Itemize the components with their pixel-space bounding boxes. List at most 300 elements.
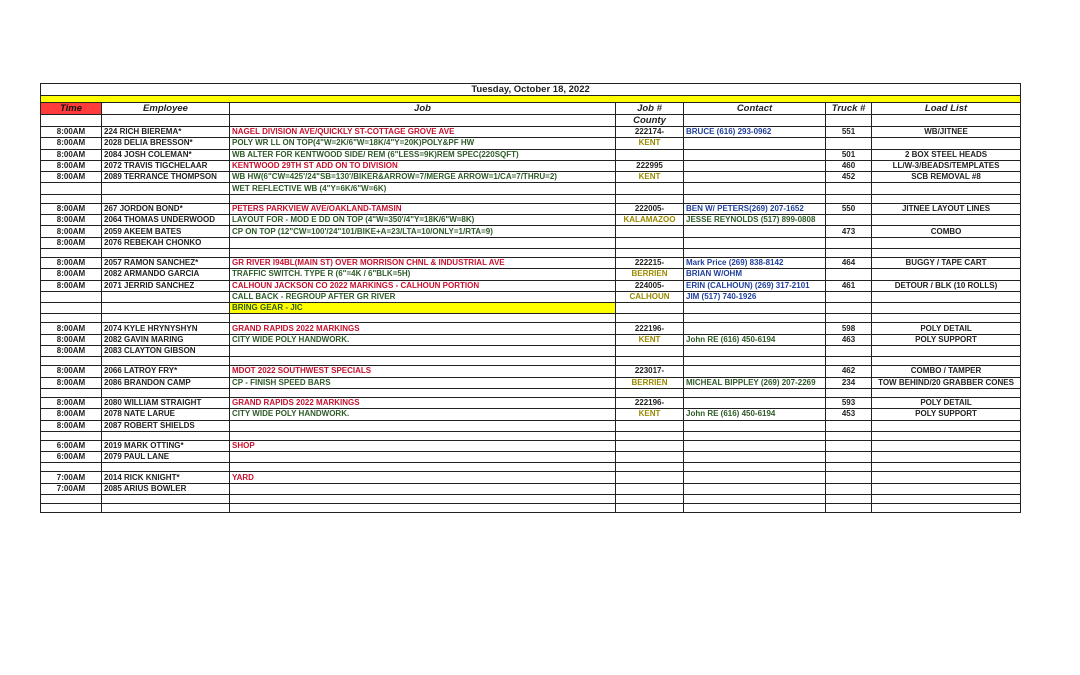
contact-cell [684, 397, 826, 408]
time-cell [41, 431, 102, 440]
job-number-cell: KENT [616, 138, 684, 149]
job-cell [230, 431, 616, 440]
load-list-cell [872, 314, 1021, 323]
spacer-row [41, 314, 1021, 323]
contact-cell [684, 226, 826, 237]
load-list-cell: POLY DETAIL [872, 397, 1021, 408]
load-list-cell [872, 269, 1021, 280]
load-list-cell [872, 183, 1021, 194]
truck-cell: 551 [826, 127, 872, 138]
schedule-table [40, 83, 1021, 513]
employee-cell: 2082 GAVIN MARING [102, 334, 230, 345]
employee-cell: 2014 RICK KNIGHT* [102, 472, 230, 483]
employee-cell [102, 314, 230, 323]
highlight-band [41, 96, 1021, 103]
time-cell [41, 495, 102, 504]
job-cell: WB HW(6"CW=425'/24"SB=130'/BIKER&ARROW=7/MERGE ARROW=1/CA=7/THRU=2) [230, 172, 616, 183]
employee-cell [102, 463, 230, 472]
job-number-cell: 222995 [616, 160, 684, 171]
load-list-cell [872, 483, 1021, 494]
contact-cell [684, 138, 826, 149]
contact-cell [684, 472, 826, 483]
job-cell [230, 357, 616, 366]
job-number-cell [616, 463, 684, 472]
job-number-cell [616, 248, 684, 257]
truck-cell [826, 303, 872, 314]
job-cell [230, 463, 616, 472]
truck-cell: 460 [826, 160, 872, 171]
load-list-cell: TOW BEHIND/20 GRABBER CONES [872, 377, 1021, 388]
job-number-cell [616, 388, 684, 397]
truck-cell: 501 [826, 149, 872, 160]
time-cell: 8:00AM [41, 334, 102, 345]
contact-cell [684, 420, 826, 431]
truck-cell [826, 138, 872, 149]
header-job-number: Job # [616, 103, 684, 115]
time-cell: 8:00AM [41, 226, 102, 237]
job-number-cell [616, 314, 684, 323]
load-list-cell [872, 215, 1021, 226]
time-cell [41, 357, 102, 366]
job-number-cell [616, 420, 684, 431]
spacer-row [41, 194, 1021, 203]
load-list-cell: POLY SUPPORT [872, 409, 1021, 420]
contact-cell [684, 495, 826, 504]
table-row [41, 138, 1021, 149]
job-number-cell [616, 472, 684, 483]
spacer-row [41, 495, 1021, 504]
time-cell [41, 194, 102, 203]
spacer-row [41, 463, 1021, 472]
table-row [41, 377, 1021, 388]
truck-cell: 462 [826, 366, 872, 377]
job-cell [230, 495, 616, 504]
time-cell [41, 303, 102, 314]
header-time: Time [41, 103, 102, 115]
employee-cell [102, 291, 230, 302]
truck-cell: 452 [826, 172, 872, 183]
truck-cell: 461 [826, 280, 872, 291]
table-row [41, 203, 1021, 214]
job-cell [230, 314, 616, 323]
truck-cell: 550 [826, 203, 872, 214]
load-list-cell [872, 440, 1021, 451]
job-number-cell [616, 440, 684, 451]
employee-cell: 224 RICH BIEREMA* [102, 127, 230, 138]
load-list-cell [872, 420, 1021, 431]
job-number-cell [616, 495, 684, 504]
table-row [41, 420, 1021, 431]
employee-cell: 2028 DELIA BRESSON* [102, 138, 230, 149]
job-cell: CALHOUN JACKSON CO 2022 MARKINGS - CALHOUN PORTION [230, 280, 616, 291]
contact-cell: John RE (616) 450-6194 [684, 409, 826, 420]
header-county: County [616, 115, 684, 127]
time-cell: 8:00AM [41, 237, 102, 248]
load-list-cell: COMBO / TAMPER [872, 366, 1021, 377]
time-cell: 8:00AM [41, 269, 102, 280]
load-list-cell: COMBO [872, 226, 1021, 237]
time-cell: 8:00AM [41, 127, 102, 138]
truck-cell [826, 388, 872, 397]
contact-cell [684, 183, 826, 194]
job-number-cell: 224005- [616, 280, 684, 291]
time-cell: 8:00AM [41, 346, 102, 357]
job-number-cell: 222196- [616, 323, 684, 334]
table-row [41, 226, 1021, 237]
employee-cell: 2079 PAUL LANE [102, 452, 230, 463]
job-cell: PETERS PARKVIEW AVE/OAKLAND-TAMSIN [230, 203, 616, 214]
table-row [41, 452, 1021, 463]
employee-cell: 2084 JOSH COLEMAN* [102, 149, 230, 160]
job-cell: NAGEL DIVISION AVE/QUICKLY ST-COTTAGE GROVE AVE [230, 127, 616, 138]
job-cell: CITY WIDE POLY HANDWORK. [230, 334, 616, 345]
job-cell [230, 237, 616, 248]
job-number-cell: KALAMAZOO [616, 215, 684, 226]
spacer-row [41, 388, 1021, 397]
employee-cell: 2057 RAMON SANCHEZ* [102, 257, 230, 268]
employee-cell: 2080 WILLIAM STRAIGHT [102, 397, 230, 408]
contact-cell [684, 248, 826, 257]
contact-cell [684, 504, 826, 513]
time-cell: 8:00AM [41, 366, 102, 377]
time-cell: 6:00AM [41, 452, 102, 463]
spacer-row [41, 248, 1021, 257]
time-cell [41, 183, 102, 194]
header-truck: Truck # [826, 103, 872, 115]
load-list-cell [872, 291, 1021, 302]
contact-cell [684, 346, 826, 357]
load-list-cell: BUGGY / TAPE CART [872, 257, 1021, 268]
load-list-cell [872, 472, 1021, 483]
job-cell [230, 452, 616, 463]
truck-cell: 453 [826, 409, 872, 420]
page-title: Tuesday, October 18, 2022 [41, 84, 1021, 96]
job-cell: SHOP [230, 440, 616, 451]
job-number-cell: 222174- [616, 127, 684, 138]
header-job: Job [230, 103, 616, 115]
job-cell: GR RIVER I94BL(MAIN ST) OVER MORRISON CHNL & INDUSTRIAL AVE [230, 257, 616, 268]
load-list-cell: DETOUR / BLK (10 ROLLS) [872, 280, 1021, 291]
time-cell: 7:00AM [41, 472, 102, 483]
employee-cell [102, 504, 230, 513]
load-list-cell [872, 357, 1021, 366]
time-cell: 8:00AM [41, 397, 102, 408]
contact-cell: JESSE REYNOLDS (517) 899-0808 [684, 215, 826, 226]
employee-cell [102, 248, 230, 257]
job-cell: MDOT 2022 SOUTHWEST SPECIALS [230, 366, 616, 377]
job-number-cell [616, 452, 684, 463]
job-cell: WB ALTER FOR KENTWOOD SIDE/ REM (6"LESS=9K)REM SPEC(220SQFT) [230, 149, 616, 160]
job-cell [230, 388, 616, 397]
time-cell [41, 504, 102, 513]
job-number-cell: 223017- [616, 366, 684, 377]
job-cell: CITY WIDE POLY HANDWORK. [230, 409, 616, 420]
contact-cell [684, 303, 826, 314]
job-cell: LAYOUT FOR - MOD E DD ON TOP (4"W=350'/4"Y=18K/6"W=8K) [230, 215, 616, 226]
job-cell [230, 194, 616, 203]
contact-cell [684, 314, 826, 323]
employee-cell [102, 303, 230, 314]
contact-cell [684, 431, 826, 440]
truck-cell: 598 [826, 323, 872, 334]
contact-cell [684, 366, 826, 377]
truck-cell [826, 183, 872, 194]
table-row [41, 323, 1021, 334]
contact-cell [684, 463, 826, 472]
load-list-cell [872, 504, 1021, 513]
header-row-2 [41, 115, 1021, 127]
contact-cell [684, 160, 826, 171]
job-cell [230, 504, 616, 513]
job-number-cell: CALHOUN [616, 291, 684, 302]
job-cell: BRING GEAR - JIC [230, 303, 616, 314]
employee-cell [102, 357, 230, 366]
truck-cell: 464 [826, 257, 872, 268]
employee-cell: 2059 AKEEM BATES [102, 226, 230, 237]
employee-cell: 2087 ROBERT SHIELDS [102, 420, 230, 431]
truck-cell [826, 357, 872, 366]
employee-cell: 2085 ARIUS BOWLER [102, 483, 230, 494]
employee-cell: 2078 NATE LARUE [102, 409, 230, 420]
job-number-cell [616, 504, 684, 513]
job-cell [230, 346, 616, 357]
contact-cell [684, 440, 826, 451]
job-number-cell [616, 357, 684, 366]
load-list-cell: SCB REMOVAL #8 [872, 172, 1021, 183]
table-row [41, 346, 1021, 357]
contact-cell [684, 357, 826, 366]
truck-cell [826, 248, 872, 257]
contact-cell [684, 237, 826, 248]
job-cell [230, 420, 616, 431]
load-list-cell [872, 452, 1021, 463]
load-list-cell [872, 495, 1021, 504]
employee-cell: 2086 BRANDON CAMP [102, 377, 230, 388]
load-list-cell [872, 463, 1021, 472]
table-row [41, 409, 1021, 420]
job-number-cell: 222196- [616, 397, 684, 408]
load-list-cell [872, 237, 1021, 248]
contact-cell: MICHEAL BIPPLEY (269) 207-2269 [684, 377, 826, 388]
contact-cell [684, 452, 826, 463]
time-cell [41, 291, 102, 302]
header-row [41, 103, 1021, 115]
employee-cell: 2064 THOMAS UNDERWOOD [102, 215, 230, 226]
job-number-cell [616, 303, 684, 314]
job-number-cell [616, 483, 684, 494]
truck-cell [826, 440, 872, 451]
truck-cell: 234 [826, 377, 872, 388]
job-number-cell: 222005- [616, 203, 684, 214]
truck-cell [826, 495, 872, 504]
contact-cell: BEN W/ PETERS(269) 207-1652 [684, 203, 826, 214]
employee-cell: 2072 TRAVIS TIGCHELAAR [102, 160, 230, 171]
table-row [41, 397, 1021, 408]
table-row [41, 160, 1021, 171]
load-list-cell: POLY DETAIL [872, 323, 1021, 334]
header-contact: Contact [684, 103, 826, 115]
load-list-cell [872, 346, 1021, 357]
load-list-cell: 2 BOX STEEL HEADS [872, 149, 1021, 160]
job-cell: KENTWOOD 29TH ST ADD ON TO DIVISION [230, 160, 616, 171]
job-number-cell [616, 237, 684, 248]
job-number-cell [616, 149, 684, 160]
job-number-cell: BERRIEN [616, 377, 684, 388]
job-number-cell: KENT [616, 172, 684, 183]
time-cell: 8:00AM [41, 280, 102, 291]
employee-cell: 2076 REBEKAH CHONKO [102, 237, 230, 248]
job-number-cell: BERRIEN [616, 269, 684, 280]
table-row [41, 237, 1021, 248]
truck-cell [826, 215, 872, 226]
table-row [41, 257, 1021, 268]
employee-cell: 2083 CLAYTON GIBSON [102, 346, 230, 357]
truck-cell [826, 483, 872, 494]
table-row [41, 440, 1021, 451]
table-row [41, 472, 1021, 483]
employee-cell [102, 431, 230, 440]
truck-cell [826, 194, 872, 203]
load-list-cell [872, 388, 1021, 397]
time-cell: 8:00AM [41, 203, 102, 214]
contact-cell [684, 172, 826, 183]
time-cell: 8:00AM [41, 420, 102, 431]
table-row [41, 215, 1021, 226]
contact-cell [684, 323, 826, 334]
contact-cell: JIM (517) 740-1926 [684, 291, 826, 302]
truck-cell [826, 314, 872, 323]
load-list-cell [872, 138, 1021, 149]
contact-cell: BRUCE (616) 293-0962 [684, 127, 826, 138]
truck-cell [826, 291, 872, 302]
header-employee: Employee [102, 103, 230, 115]
job-number-cell [616, 194, 684, 203]
table-row [41, 280, 1021, 291]
table-row [41, 334, 1021, 345]
contact-cell [684, 388, 826, 397]
time-cell: 8:00AM [41, 160, 102, 171]
employee-cell: 2066 LATROY FRY* [102, 366, 230, 377]
load-list-cell [872, 303, 1021, 314]
time-cell [41, 314, 102, 323]
employee-cell: 2071 JERRID SANCHEZ [102, 280, 230, 291]
time-cell [41, 248, 102, 257]
job-cell: GRAND RAPIDS 2022 MARKINGS [230, 397, 616, 408]
time-cell [41, 388, 102, 397]
table-row [41, 183, 1021, 194]
table-row [41, 303, 1021, 314]
time-cell: 8:00AM [41, 149, 102, 160]
time-cell: 8:00AM [41, 377, 102, 388]
spacer-row [41, 357, 1021, 366]
time-cell: 8:00AM [41, 409, 102, 420]
employee-cell [102, 183, 230, 194]
time-cell: 8:00AM [41, 323, 102, 334]
contact-cell: BRIAN W/OHM [684, 269, 826, 280]
employee-cell: 267 JORDON BOND* [102, 203, 230, 214]
truck-cell [826, 504, 872, 513]
job-cell: CP - FINISH SPEED BARS [230, 377, 616, 388]
contact-cell [684, 483, 826, 494]
job-number-cell: KENT [616, 409, 684, 420]
contact-cell [684, 194, 826, 203]
contact-cell: ERIN (CALHOUN) (269) 317-2101 [684, 280, 826, 291]
time-cell [41, 463, 102, 472]
job-cell: GRAND RAPIDS 2022 MARKINGS [230, 323, 616, 334]
header-load-list: Load List [872, 103, 1021, 115]
table-row [41, 366, 1021, 377]
job-cell [230, 248, 616, 257]
truck-cell [826, 237, 872, 248]
truck-cell: 473 [826, 226, 872, 237]
truck-cell [826, 269, 872, 280]
time-cell: 8:00AM [41, 257, 102, 268]
truck-cell: 593 [826, 397, 872, 408]
schedule-sheet [40, 83, 1020, 513]
load-list-cell: POLY SUPPORT [872, 334, 1021, 345]
job-number-cell [616, 226, 684, 237]
time-cell: 6:00AM [41, 440, 102, 451]
employee-cell: 2082 ARMANDO GARCIA [102, 269, 230, 280]
job-number-cell: 222215- [616, 257, 684, 268]
table-row [41, 127, 1021, 138]
contact-cell [684, 149, 826, 160]
truck-cell [826, 472, 872, 483]
truck-cell: 463 [826, 334, 872, 345]
job-cell: POLY WR LL ON TOP(4"W=2K/6"W=18K/4"Y=20K)POLY&PF HW [230, 138, 616, 149]
contact-cell: Mark Price (269) 838-8142 [684, 257, 826, 268]
employee-cell [102, 495, 230, 504]
job-number-cell: KENT [616, 334, 684, 345]
job-cell: WET REFLECTIVE WB (4"Y=6K/6"W=6K) [230, 183, 616, 194]
load-list-cell [872, 431, 1021, 440]
spacer-row [41, 504, 1021, 513]
table-row [41, 483, 1021, 494]
job-cell: CP ON TOP (12"CW=100'/24"101/BIKE+A=23/LTA=10/ONLY=1/RTA=9) [230, 226, 616, 237]
time-cell: 8:00AM [41, 138, 102, 149]
truck-cell [826, 452, 872, 463]
job-number-cell [616, 431, 684, 440]
employee-cell: 2019 MARK OTTING* [102, 440, 230, 451]
load-list-cell [872, 194, 1021, 203]
job-cell: CALL BACK - REGROUP AFTER GR RIVER [230, 291, 616, 302]
load-list-cell: WB/JITNEE [872, 127, 1021, 138]
employee-cell: 2089 TERRANCE THOMPSON [102, 172, 230, 183]
employee-cell: 2074 KYLE HRYNYSHYN [102, 323, 230, 334]
load-list-cell [872, 248, 1021, 257]
truck-cell [826, 431, 872, 440]
job-number-cell [616, 346, 684, 357]
time-cell: 8:00AM [41, 172, 102, 183]
time-cell: 8:00AM [41, 215, 102, 226]
load-list-cell: JITNEE LAYOUT LINES [872, 203, 1021, 214]
truck-cell [826, 420, 872, 431]
job-cell: TRAFFIC SWITCH. TYPE R (6"=4K / 6"BLK=5H) [230, 269, 616, 280]
employee-cell [102, 388, 230, 397]
table-row [41, 149, 1021, 160]
job-number-cell [616, 183, 684, 194]
employee-cell [102, 194, 230, 203]
job-cell [230, 483, 616, 494]
spacer-row [41, 431, 1021, 440]
table-row [41, 172, 1021, 183]
contact-cell: John RE (616) 450-6194 [684, 334, 826, 345]
truck-cell [826, 346, 872, 357]
load-list-cell: LL/W-3/BEADS/TEMPLATES [872, 160, 1021, 171]
table-row [41, 291, 1021, 302]
time-cell: 7:00AM [41, 483, 102, 494]
table-row [41, 269, 1021, 280]
